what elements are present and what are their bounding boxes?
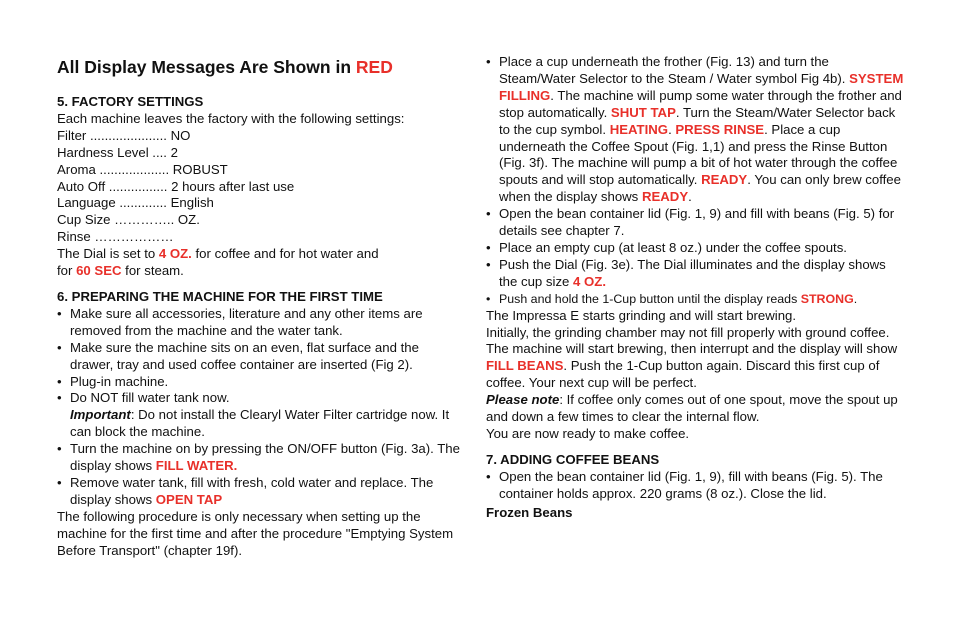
- display-message-60sec: 60 SEC: [76, 263, 122, 279]
- setting-row-aroma: Aroma ................... ROBUST: [57, 161, 228, 177]
- bullet-remove-tank: [57, 475, 462, 509]
- left-column: [57, 56, 462, 559]
- setting-row-filter: Filter ..................... NO: [57, 127, 191, 143]
- bullet-text: Push the Dial (Fig. 3e). The Dial illuminates and the display shows the cup size: [499, 256, 886, 289]
- dial-note: [57, 246, 462, 280]
- setting-row-auto-off: Auto Off ................ 2 hours after last use: [57, 178, 295, 194]
- section-title-factory-settings: 5. FACTORY SETTINGS: [57, 94, 204, 109]
- bullet-hold-1cup: [486, 291, 906, 308]
- display-message-4oz: 4 OZ.: [573, 273, 607, 289]
- bullet-text: .: [668, 121, 676, 137]
- display-message-press-rinse: PRESS RINSE: [675, 121, 765, 137]
- bullet-push-dial: [486, 257, 906, 291]
- bullet-text: Push and hold the 1-Cup button until the display reads: [499, 291, 801, 306]
- please-note-label: Please note: [486, 392, 560, 408]
- dial-note-text: The Dial is set to: [57, 246, 159, 262]
- display-message-shut-tap: SHUT TAP: [610, 104, 676, 120]
- bullet-accessories: • Make sure all accessories, literature and any other items are removed from the machine and the water tank.: [57, 306, 462, 340]
- please-note-paragraph: [486, 392, 906, 426]
- bullet-plug-in: • Plug-in machine.: [57, 374, 462, 391]
- bullet-text: Turn the machine on by pressing the ON/OFF button (Fig. 3a). The display shows: [70, 441, 460, 474]
- bullet-frother: [486, 54, 906, 206]
- frozen-beans-heading: Frozen Beans: [486, 504, 573, 520]
- bullet-even-surface: • Make sure the machine sits on an even, flat surface and the drawer, tray and used coffee container are inserted (Fig 2).: [57, 340, 462, 374]
- setting-row-hardness: Hardness Level .... 2: [57, 144, 178, 160]
- dial-note-text: for steam.: [121, 263, 184, 279]
- bullet-bean-lid: • Open the bean container lid (Fig. 1, 9) and fill with beans (Fig. 5) for details see chapter 7.: [486, 206, 906, 240]
- display-message-ready: READY: [701, 172, 748, 188]
- bullet-text: .: [688, 189, 692, 205]
- display-message-fill-water: FILL WATER.: [155, 458, 238, 474]
- bullet-text: Place a cup underneath the frother (Fig. 13) and turn the Steam/Water Selector to the Steam / Water symbol Fig 4b).: [499, 54, 850, 86]
- section-title-adding-beans: 7. ADDING COFFEE BEANS: [486, 451, 660, 467]
- dial-note-text: for coffee and for hot water and: [191, 246, 379, 262]
- bullet-do-not-fill: [57, 390, 462, 441]
- heading-text: All Display Messages Are Shown in: [57, 57, 356, 77]
- bullet-text: . Place a cup underneath the Coffee Spout (Fig. 1,1) and press the Rinse Button (Fig. 3f). The machine will pump a bit of hot water through the coffee spouts and will stop automatically.: [499, 121, 898, 188]
- bullet-text: : Do not install the Clearyl Water Filter cartridge now. It can block the machine.: [70, 407, 450, 440]
- bullet-empty-cup: • Place an empty cup (at least 8 oz.) under the coffee spouts.: [486, 240, 906, 257]
- setting-row-cup-size: Cup Size ………….. OZ.: [57, 212, 200, 228]
- display-message-ready: READY: [641, 189, 689, 205]
- page-heading: [57, 56, 462, 78]
- display-message-4oz: 4 OZ.: [158, 246, 192, 262]
- factory-intro: Each machine leaves the factory with the following settings:: [57, 110, 405, 126]
- paragraph-text: Initially, the grinding chamber may not fill properly with ground coffee. The machine will start brewing, then interrupt and the display will show: [486, 324, 898, 357]
- bullet-text: .: [853, 291, 858, 306]
- paragraph-text: . Push the 1-Cup button again. Discard this first cup of coffee. Your next cup will be perfect.: [486, 358, 880, 391]
- bullet-fill-beans: • Open the bean container lid (Fig. 1, 9), fill with beans (Fig. 5). The container holds approx. 220 grams (8 oz.). Close the lid.: [486, 469, 906, 503]
- setting-row-rinse: Rinse ………………: [57, 229, 174, 245]
- heading-red-word: RED: [355, 57, 393, 77]
- important-label: Important: [70, 407, 131, 423]
- brewing-paragraph: The Impressa E starts grinding and will start brewing.: [486, 307, 797, 323]
- bullet-text: . Turn the Steam/Water Selector back to the cup symbol.: [499, 104, 896, 137]
- dial-note-text: for: [57, 263, 77, 279]
- ready-paragraph: You are now ready to make coffee.: [486, 425, 690, 441]
- display-message-strong: STRONG: [800, 291, 854, 306]
- bullet-text: Do NOT fill water tank now.: [70, 390, 230, 406]
- display-message-system-filling: SYSTEM FILLING: [499, 70, 904, 103]
- bullet-text: Remove water tank, fill with fresh, cold water and replace. The display shows: [70, 474, 434, 507]
- display-message-heating: HEATING: [609, 121, 669, 137]
- setting-row-language: Language ............. English: [57, 195, 214, 211]
- procedure-note: The following procedure is only necessary when setting up the machine for the first time and after the procedure "Emptying System Before Transport" (chapter 19f).: [57, 508, 454, 558]
- grinding-paragraph: [486, 325, 906, 393]
- bullet-turn-on: [57, 441, 462, 475]
- right-column: [486, 54, 906, 521]
- display-message-fill-beans: FILL BEANS: [486, 358, 564, 374]
- display-message-open-tap: OPEN TAP: [155, 491, 223, 507]
- section-title-preparing: 6. PREPARING THE MACHINE FOR THE FIRST TIME: [57, 288, 383, 304]
- bullet-text: . You can only brew coffee when the display shows: [499, 172, 901, 205]
- paragraph-text: : If coffee only comes out of one spout, move the spout up and down a few times to clear the internal flow.: [486, 392, 898, 425]
- bullet-text: . The machine will pump some water through the frother and stop automatically.: [499, 87, 902, 120]
